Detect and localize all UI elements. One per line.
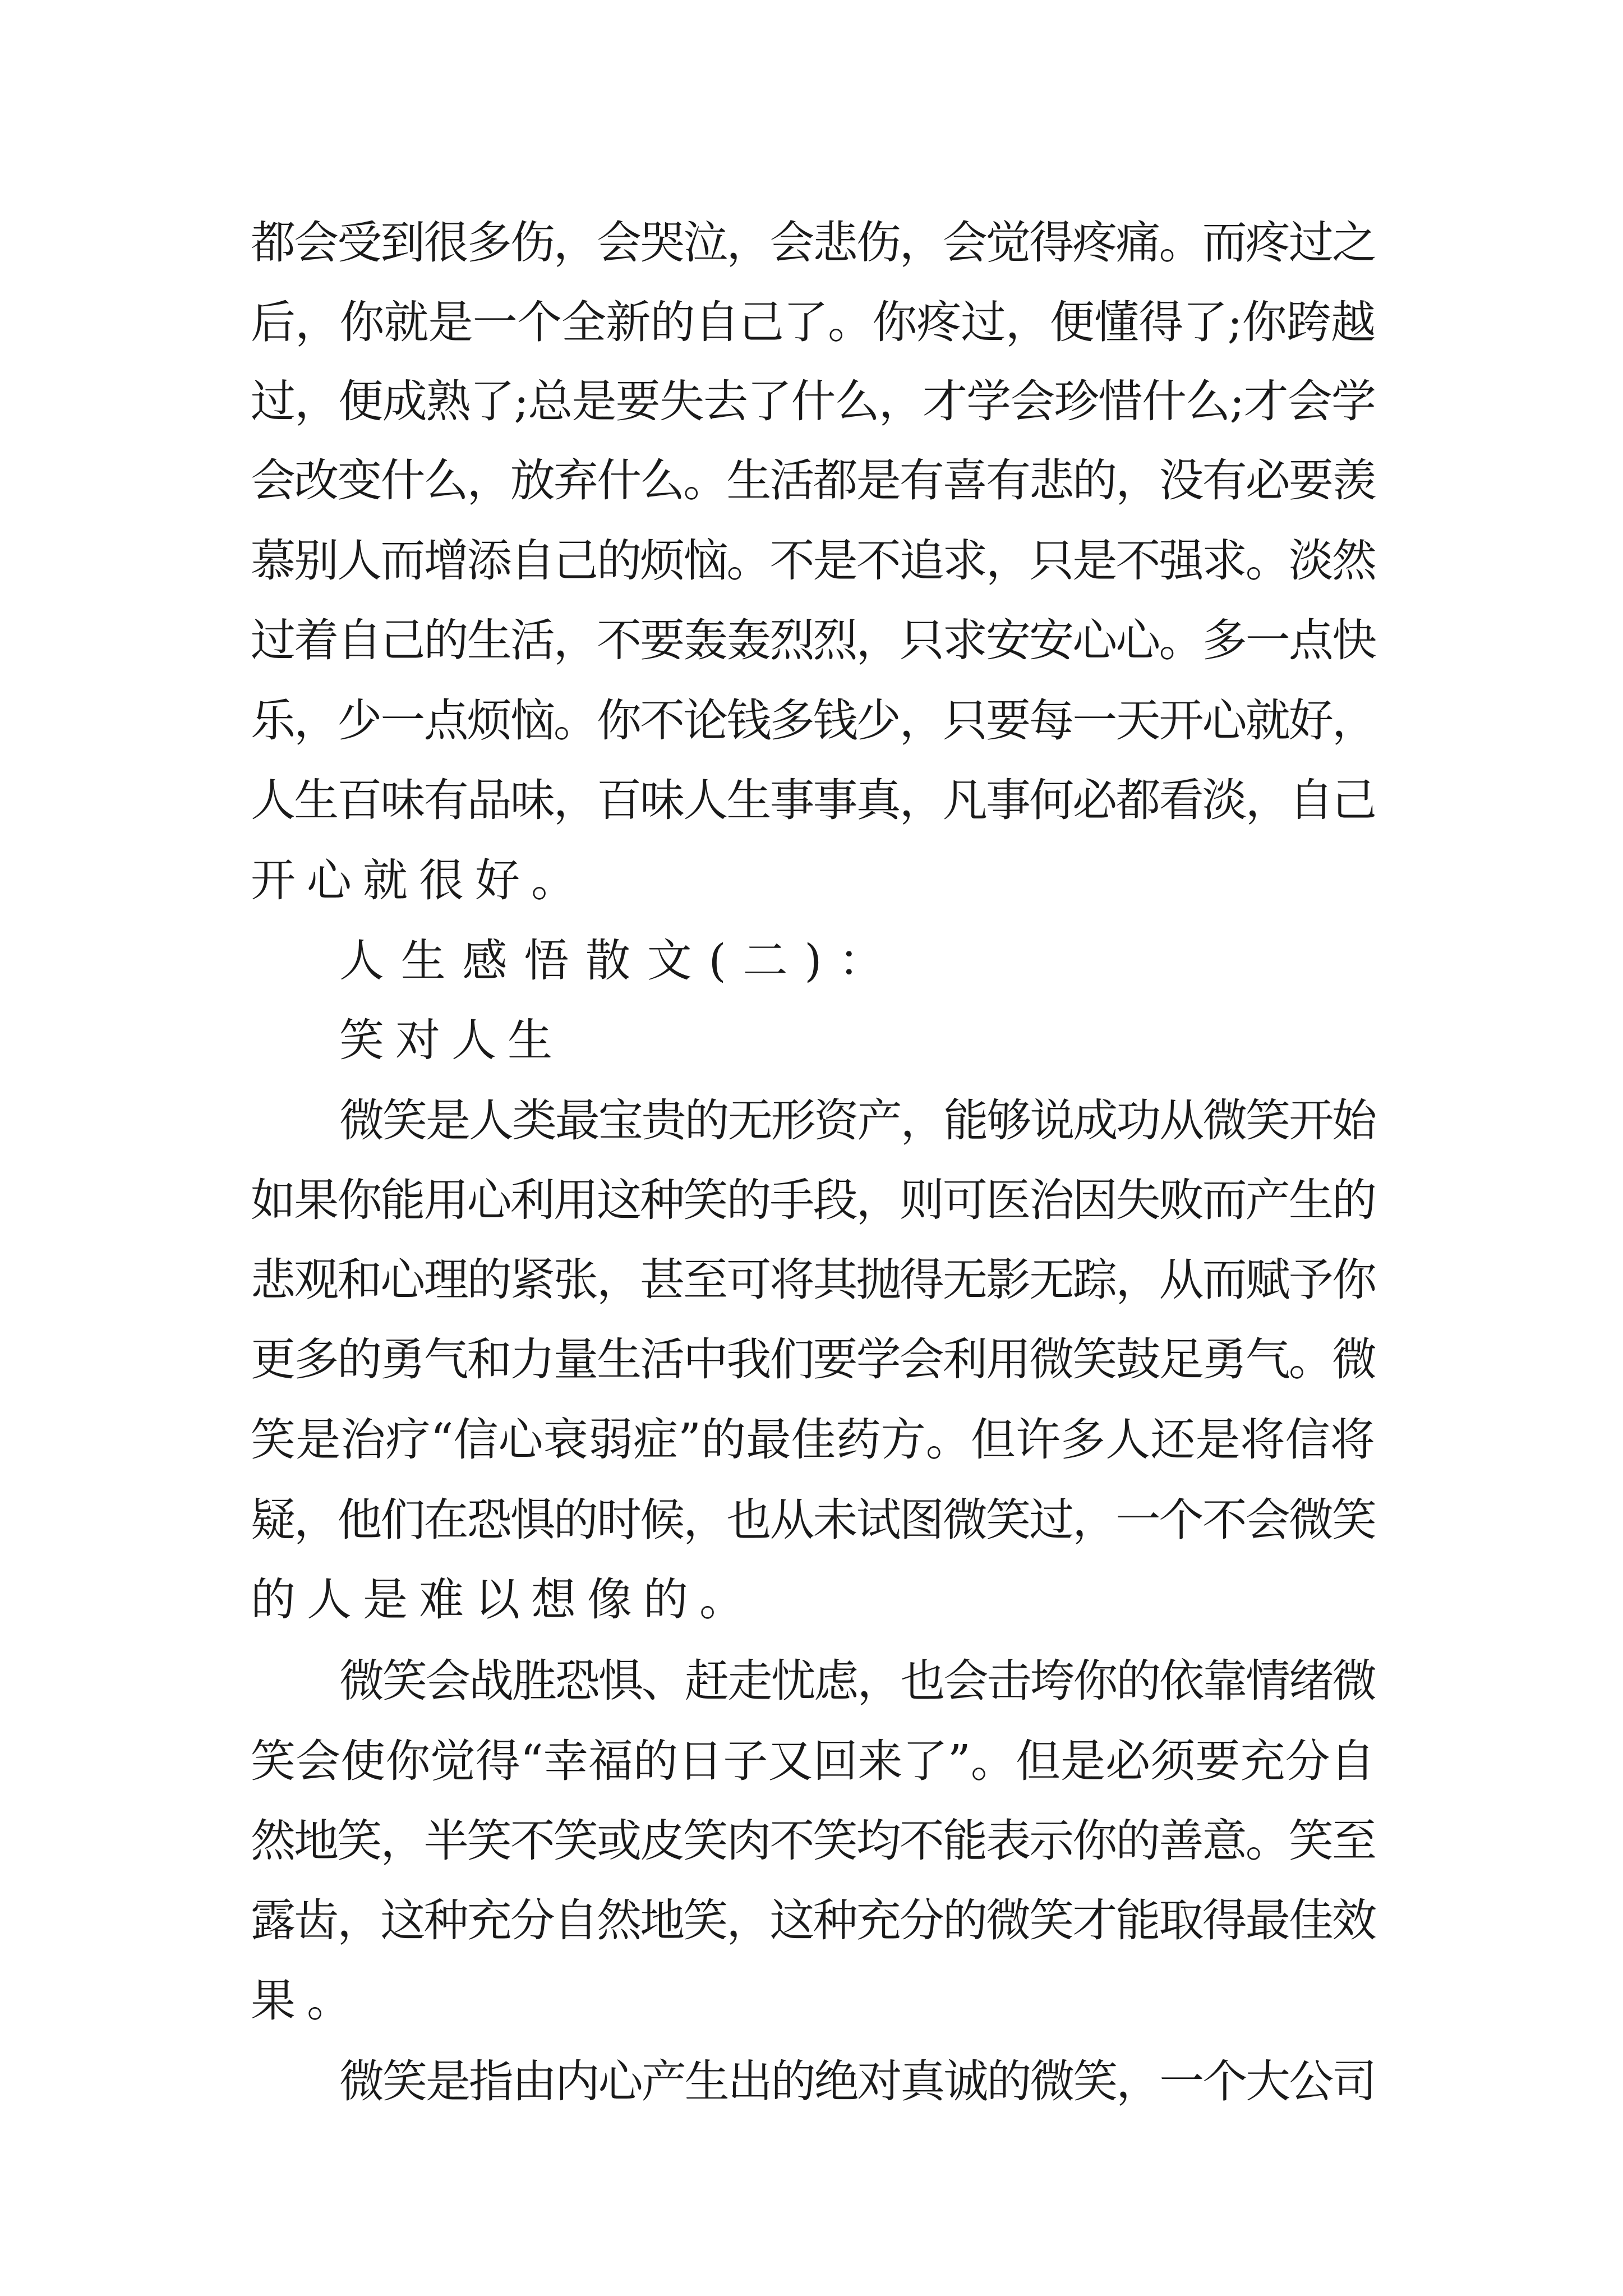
text-line: 悲观和心理的紧张，甚至可将其抛得无影无踪，从而赋予你 xyxy=(251,1254,1376,1306)
text-line: 果。 xyxy=(251,1975,363,2027)
text-line: 更多的勇气和力量生活中我们要学会利用微笑鼓足勇气。微 xyxy=(251,1333,1376,1386)
section-heading: 人生感悟散文(二)： xyxy=(339,935,901,987)
text-line: 露齿，这种充分自然地笑，这种充分的微笑才能取得最佳效 xyxy=(251,1894,1376,1947)
text-line: 然地笑，半笑不笑或皮笑肉不笑均不能表示你的善意。笑至 xyxy=(251,1815,1376,1867)
text-line: 微笑会战胜恐惧、赶走忧虑，也会击垮你的依靠情绪微 xyxy=(339,1655,1376,1707)
text-line: 后，你就是一个全新的自己了。你疼过，便懂得了;你跨越 xyxy=(251,296,1376,348)
essay-title: 笑对人生 xyxy=(339,1014,564,1066)
text-line: 人生百味有品味，百味人生事事真，凡事何必都看淡，自己 xyxy=(251,774,1376,826)
text-line: 乐，少一点烦恼。你不论钱多钱少，只要每一天开心就好， xyxy=(251,694,1376,747)
text-line: 微笑是指由内心产生出的绝对真诚的微笑，一个大公司 xyxy=(339,2055,1376,2108)
text-line: 微笑是人类最宝贵的无形资产，能够说成功从微笑开始 xyxy=(339,1094,1376,1147)
text-line: 笑会使你觉得“幸福的日子又回来了”。但是必须要充分自 xyxy=(251,1735,1375,1787)
text-line: 会改变什么，放弃什么。生活都是有喜有悲的，没有必要羡 xyxy=(251,454,1376,507)
text-line: 的人是难以想像的。 xyxy=(251,1573,755,1626)
text-line: 慕别人而增添自己的烦恼。不是不追求，只是不强求。淡然 xyxy=(251,535,1376,587)
text-line: 如果你能用心利用这种笑的手段，则可医治因失败而产生的 xyxy=(251,1174,1376,1226)
text-line: 开心就很好。 xyxy=(251,854,587,907)
text-line: 过着自己的生活，不要轰轰烈烈，只求安安心心。多一点快 xyxy=(251,614,1376,666)
text-line: 疑，他们在恐惧的时候，也从未试图微笑过，一个不会微笑 xyxy=(251,1494,1376,1546)
text-line: 过，便成熟了;总是要失去了什么，才学会珍惜什么;才会学 xyxy=(251,375,1376,427)
text-line: 笑是治疗“信心衰弱症”的最佳药方。但许多人还是将信将 xyxy=(251,1414,1375,1466)
text-line: 都会受到很多伤，会哭泣，会悲伤，会觉得疼痛。而疼过之 xyxy=(251,217,1376,269)
